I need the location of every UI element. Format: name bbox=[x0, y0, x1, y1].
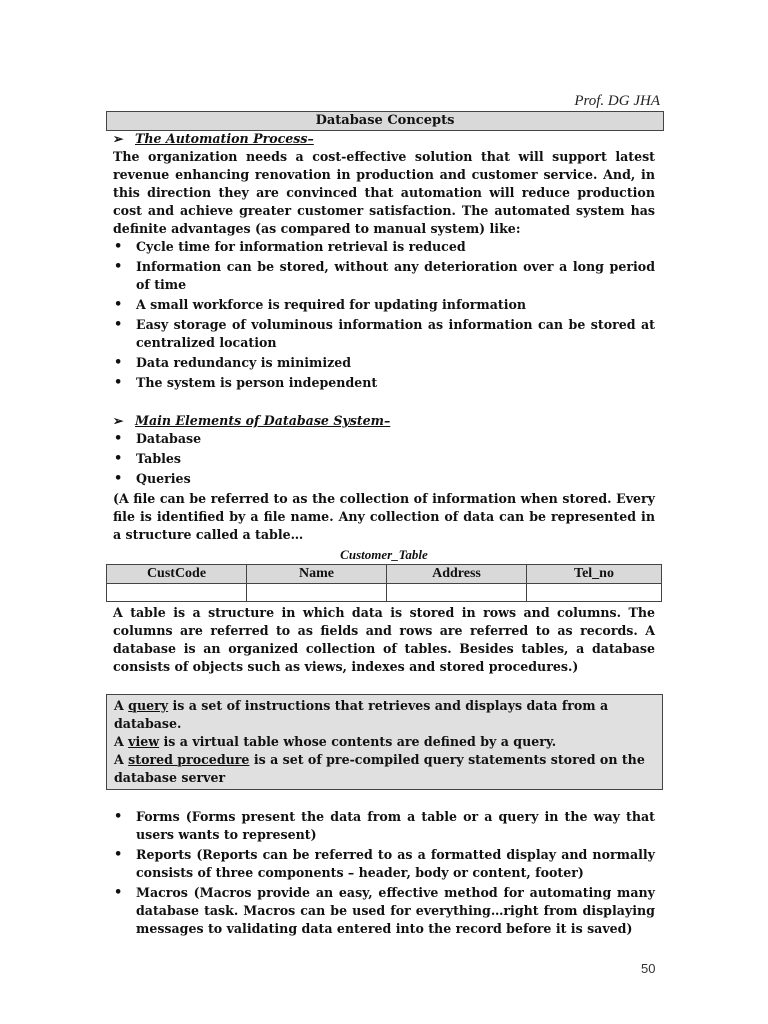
list-item: • Easy storage of voluminous information as information can be stored at centralized location bbox=[113, 316, 655, 352]
list-item: • Forms (Forms present the data from a table or a query in the way that users wants to represent) bbox=[113, 808, 655, 844]
table-cell bbox=[107, 584, 247, 602]
customer-table bbox=[106, 564, 662, 602]
section-heading-text: Main Elements of Database System– bbox=[135, 413, 391, 428]
def-prefix: A bbox=[114, 752, 129, 767]
table-header-row bbox=[107, 565, 662, 584]
section-heading-automation bbox=[113, 130, 655, 148]
objects-list bbox=[113, 808, 655, 938]
list-item: • Database bbox=[113, 430, 655, 448]
view-definition bbox=[114, 733, 656, 751]
automation-paragraph: The organization needs a cost-effective solution that will support latest revenue enhancing renovation in production and customer service. And, in this direction they are convinced that automation will reduce production cost and achieve greater customer satisfaction. The automated system has definite advantages (as compared to manual system) like: bbox=[113, 149, 655, 236]
document-body bbox=[113, 130, 655, 940]
def-prefix: A bbox=[114, 734, 129, 749]
author-name: Prof. DG JHA bbox=[574, 93, 660, 109]
list-item: • Information can be stored, without any deterioration over a long period of time bbox=[113, 258, 655, 294]
advantages-list bbox=[113, 238, 655, 392]
stored-procedure-definition bbox=[114, 751, 656, 787]
document-title: Database Concepts bbox=[106, 111, 664, 131]
def-term-query: query bbox=[128, 698, 169, 713]
arrow-bullet-icon: ➢ bbox=[113, 413, 124, 428]
file-paragraph: (A file can be referred to as the collection of information when stored. Every file is identified by a file name. Any collection of data can be represented in a structure called a table… bbox=[113, 491, 655, 542]
list-item: • Cycle time for information retrieval is reduced bbox=[113, 238, 655, 256]
page-number: 50 bbox=[641, 961, 656, 976]
arrow-bullet-icon: ➢ bbox=[113, 131, 124, 146]
list-item: • The system is person independent bbox=[113, 374, 655, 392]
def-text: is a set of instructions that retrieves and displays data from a database. bbox=[114, 698, 609, 731]
table-paragraph: A table is a structure in which data is stored in rows and columns. The columns are referred to as fields and rows are referred to as records. A database is an organized collection of tables. Besides tables, a database consists of objects such as views, indexes and stored procedures.) bbox=[113, 605, 655, 674]
query-definition bbox=[114, 697, 656, 733]
table-cell bbox=[527, 584, 662, 602]
section-heading-elements bbox=[113, 412, 655, 430]
list-item: • Data redundancy is minimized bbox=[113, 354, 655, 372]
table-header-cell: Tel_no bbox=[527, 565, 662, 584]
section-heading-text: The Automation Process– bbox=[135, 131, 314, 146]
list-item: • Tables bbox=[113, 450, 655, 468]
def-term-view: view bbox=[128, 734, 160, 749]
table-header-cell: Name bbox=[247, 565, 387, 584]
def-text: is a set of pre-compiled query statements stored on the database server bbox=[114, 752, 645, 785]
table-row bbox=[107, 584, 662, 602]
def-text: is a virtual table whose contents are defined by a query. bbox=[159, 734, 557, 749]
table-cell bbox=[247, 584, 387, 602]
table-cell bbox=[387, 584, 527, 602]
definitions-box bbox=[106, 694, 663, 790]
elements-list bbox=[113, 430, 655, 488]
list-item: • Reports (Reports can be referred to as a formatted display and normally consists of three components – header, body or content, footer) bbox=[113, 846, 655, 882]
list-item: • Macros (Macros provide an easy, effective method for automating many database task. Macros can be used for everything…right from displaying messages to validating data entered into the record before it is saved) bbox=[113, 884, 655, 938]
table-header-cell: Address bbox=[387, 565, 527, 584]
def-term-stored-procedure: stored procedure bbox=[128, 752, 250, 767]
table-caption: Customer_Table bbox=[340, 547, 428, 562]
def-prefix: A bbox=[114, 698, 129, 713]
list-item: • Queries bbox=[113, 470, 655, 488]
table-header-cell: CustCode bbox=[107, 565, 247, 584]
list-item: • A small workforce is required for updating information bbox=[113, 296, 655, 314]
